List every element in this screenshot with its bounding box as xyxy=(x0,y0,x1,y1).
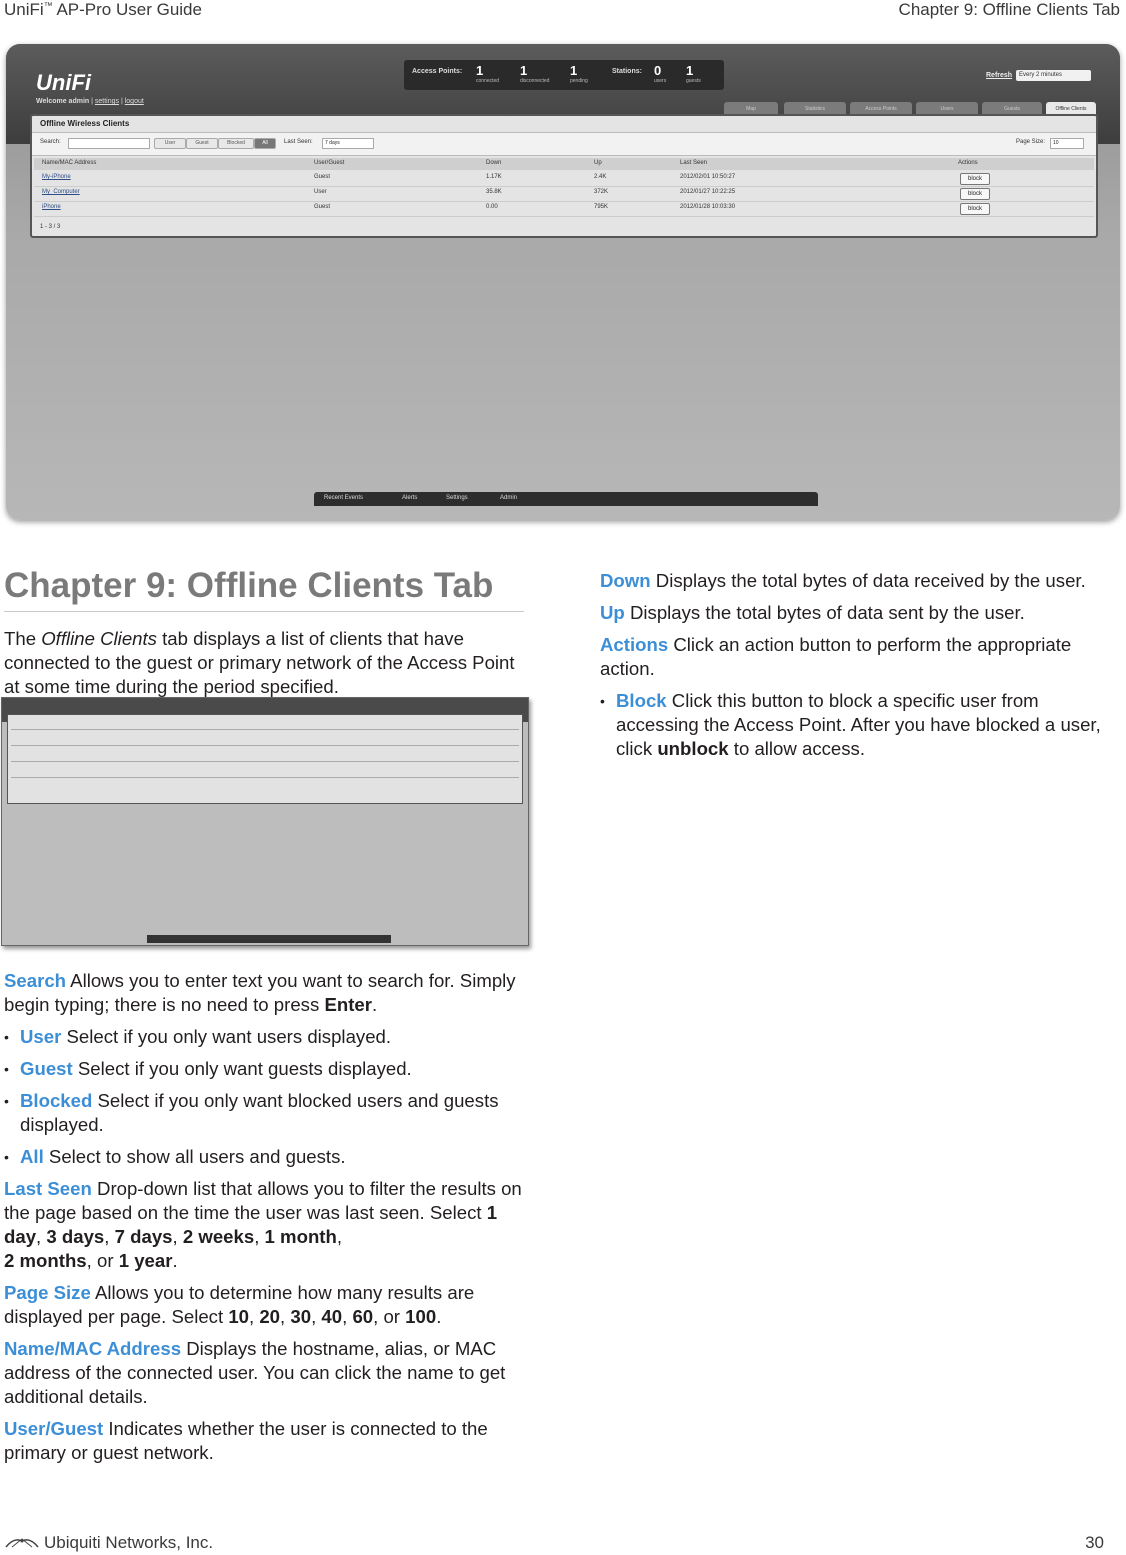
def-bold: unblock xyxy=(657,738,729,759)
running-header-left xyxy=(4,0,202,20)
option: 1 year xyxy=(118,1250,173,1271)
stat-value: 0 xyxy=(654,63,662,78)
bottom-tab-settings[interactable]: Settings xyxy=(446,495,468,501)
stat-ap-connected xyxy=(476,64,499,84)
def-last-seen xyxy=(4,1177,526,1273)
sep: , or xyxy=(86,1250,119,1271)
def-guest xyxy=(4,1057,526,1081)
filter-all-button[interactable]: All xyxy=(254,138,276,149)
stat-label: disconnected xyxy=(520,78,550,84)
bottom-tab-bar xyxy=(314,492,818,506)
sep: , xyxy=(104,1226,115,1247)
client-up: 2.4K xyxy=(594,174,607,180)
stat-users xyxy=(654,64,666,84)
option: 2 months xyxy=(4,1250,87,1271)
def-text: Allows you to determine how many results are displayed per page. Select xyxy=(4,1282,475,1327)
def-text: Select if you only want guests displayed. xyxy=(72,1058,412,1079)
sep: , xyxy=(249,1306,260,1327)
def-text: Select if you only want blocked users and guests displayed. xyxy=(20,1090,499,1135)
sep: , xyxy=(280,1306,291,1327)
sep: , xyxy=(36,1226,47,1247)
client-down: 0.00 xyxy=(486,204,498,210)
header-brand: UniFi xyxy=(4,0,44,19)
def-text: to allow access. xyxy=(728,738,866,759)
option: 40 xyxy=(321,1306,343,1327)
term-page-size: Page Size xyxy=(4,1282,91,1303)
col-actions: Actions xyxy=(958,160,978,166)
block-button[interactable]: block xyxy=(960,173,990,185)
panel-title: Offline Wireless Clients xyxy=(40,119,130,128)
option: 20 xyxy=(259,1306,281,1327)
intro-emphasis: Offline Clients xyxy=(41,628,157,649)
page-size-select[interactable]: 10 xyxy=(1050,138,1084,149)
intro-paragraph xyxy=(4,627,526,707)
def-blocked xyxy=(4,1089,526,1137)
def-text: Displays the hostname, alias, or MAC address of the connected user. You can click the name to get additional details. xyxy=(4,1338,506,1407)
sep: , xyxy=(254,1226,265,1247)
client-last-seen: 2012/01/28 10:03:30 xyxy=(680,204,736,210)
stat-value: 1 xyxy=(570,63,578,78)
welcome-text: Welcome admin | settings | logout xyxy=(36,98,144,105)
client-name-link[interactable]: iPhone xyxy=(42,204,61,210)
chapter-title: Chapter 9: Offline Clients Tab xyxy=(4,566,494,605)
stat-value: 1 xyxy=(476,63,484,78)
offline-clients-screenshot xyxy=(6,44,1120,520)
def-text: Select to show all users and guests. xyxy=(43,1146,346,1167)
page-size-label: Page Size: xyxy=(1016,139,1046,145)
def-bold: Enter xyxy=(324,994,372,1015)
term-actions: Actions xyxy=(600,634,669,655)
sep: , xyxy=(172,1226,183,1247)
client-up: 795K xyxy=(594,204,609,210)
def-user-guest xyxy=(4,1417,526,1465)
ubiquiti-logo-icon xyxy=(4,1535,40,1549)
term-name-mac: Name/MAC Address xyxy=(4,1338,182,1359)
def-text: Displays the total bytes of data sent by the user. xyxy=(624,602,1025,623)
def-user xyxy=(4,1025,526,1049)
def-name-mac xyxy=(4,1337,526,1409)
sep: , xyxy=(336,1226,343,1247)
col-down[interactable]: Down xyxy=(486,160,502,166)
def-text: Click this button to block a specific user from accessing the Access Point. After you have blocked a user, click xyxy=(616,690,1101,759)
option: 30 xyxy=(290,1306,312,1327)
trademark: ™ xyxy=(43,0,53,11)
sep: . xyxy=(436,1306,442,1327)
divider xyxy=(11,761,519,762)
term-search: Search xyxy=(4,970,67,991)
def-text: . xyxy=(371,994,378,1015)
term-blocked: Blocked xyxy=(20,1090,93,1111)
block-button[interactable]: block xyxy=(960,203,990,215)
stations-label: Stations: xyxy=(612,68,642,75)
client-type: Guest xyxy=(314,174,331,180)
tab-users[interactable]: Users xyxy=(916,102,978,116)
def-text: Select if you only want users displayed. xyxy=(61,1026,392,1047)
col-user-guest[interactable]: User/Guest xyxy=(314,160,345,166)
title-rule xyxy=(4,611,524,612)
tab-statistics[interactable]: Statistics xyxy=(784,102,846,116)
option: 7 days xyxy=(114,1226,173,1247)
client-type: User xyxy=(314,189,327,195)
col-name[interactable]: Name/MAC Address xyxy=(42,160,97,166)
term-block: Block xyxy=(616,690,667,711)
sep: , xyxy=(311,1306,322,1327)
refresh-select[interactable]: Every 2 minutes xyxy=(1016,70,1091,81)
offline-clients-panel xyxy=(30,114,1098,238)
bottom-tab-admin[interactable]: Admin xyxy=(500,495,518,501)
client-down: 1.17K xyxy=(486,174,502,180)
thumbnail-bottom-bar xyxy=(147,935,391,943)
page-number: 30 xyxy=(1085,1533,1104,1552)
def-actions xyxy=(600,633,1110,681)
option: 100 xyxy=(405,1306,437,1327)
def-page-size xyxy=(4,1281,526,1329)
def-text: Drop-down list that allows you to filter the results on the page based on the time the user was last seen. Select xyxy=(4,1178,522,1223)
offline-clients-thumbnail xyxy=(1,697,529,946)
block-button[interactable]: block xyxy=(960,188,990,200)
running-header-right: Chapter 9: Offline Clients Tab xyxy=(898,0,1120,19)
tab-guests[interactable]: Guests xyxy=(982,102,1042,116)
pager: 1 - 3 / 3 xyxy=(40,224,61,230)
client-name-link[interactable]: My_Computer xyxy=(42,189,80,195)
term-last-seen: Last Seen xyxy=(4,1178,92,1199)
filter-toolbar xyxy=(32,132,1096,156)
tab-offline-clients[interactable]: Offline Clients xyxy=(1046,102,1096,116)
option: 1 day xyxy=(4,1202,498,1247)
stat-guests xyxy=(686,64,701,84)
stat-value: 1 xyxy=(686,63,694,78)
divider xyxy=(11,745,519,746)
term-guest: Guest xyxy=(20,1058,73,1079)
settings-link[interactable]: settings xyxy=(94,98,120,105)
table-row xyxy=(34,172,1094,187)
left-definitions xyxy=(4,969,526,1473)
stat-ap-pending xyxy=(570,64,588,84)
def-text: Allows you to enter text you want to search for. Simply begin typing; there is no need to press xyxy=(4,970,516,1015)
def-text: Indicates whether the user is connected to the primary or guest network. xyxy=(4,1418,488,1463)
thumbnail-panel xyxy=(7,714,523,804)
bottom-tab-alerts[interactable]: Alerts xyxy=(402,495,418,501)
bottom-tab-recent-events[interactable]: Recent Events xyxy=(324,495,364,501)
logout-link[interactable]: logout xyxy=(124,98,144,105)
search-input[interactable] xyxy=(68,138,150,149)
def-text: Displays the total bytes of data received by the user. xyxy=(650,570,1086,591)
option: 60 xyxy=(352,1306,374,1327)
tab-access-points[interactable]: Access Points xyxy=(850,102,912,116)
def-up xyxy=(600,601,1110,625)
stats-bar xyxy=(404,60,724,90)
unifi-logo: UniFi xyxy=(36,70,91,95)
option: 2 weeks xyxy=(182,1226,255,1247)
client-type: Guest xyxy=(314,204,331,210)
sep: , xyxy=(342,1306,353,1327)
table-header xyxy=(34,158,1094,170)
filter-blocked-button[interactable]: Blocked xyxy=(218,138,254,149)
welcome-user: Welcome admin xyxy=(36,98,90,105)
stat-ap-disconnected xyxy=(520,64,549,84)
access-points-label: Access Points: xyxy=(412,68,463,75)
divider xyxy=(11,729,519,730)
term-up: Up xyxy=(600,602,625,623)
intro-text: The xyxy=(4,628,42,649)
stat-label: connected xyxy=(476,78,500,84)
option: 1 month xyxy=(264,1226,337,1247)
col-up[interactable]: Up xyxy=(594,160,602,166)
table-row xyxy=(34,187,1094,202)
term-user: User xyxy=(20,1026,62,1047)
def-all xyxy=(4,1145,526,1169)
client-last-seen: 2012/02/01 10:50:27 xyxy=(680,174,736,180)
client-name-link[interactable]: My-iPhone xyxy=(42,174,71,180)
search-label: Search: xyxy=(40,139,61,145)
def-down xyxy=(600,569,1110,593)
filter-guest-button[interactable]: Guest xyxy=(186,138,218,149)
intro-text: tab displays a list of clients that have connected to the guest or primary network of the Access Point at some time during the period specified. xyxy=(4,628,515,697)
option: 10 xyxy=(228,1306,249,1327)
right-definitions xyxy=(600,569,1110,769)
client-down: 35.8K xyxy=(486,189,502,195)
last-seen-select[interactable]: 7 days xyxy=(322,138,374,149)
client-last-seen: 2012/01/27 10:22:25 xyxy=(680,189,736,195)
client-up: 372K xyxy=(594,189,609,195)
stat-label: users xyxy=(654,78,667,84)
option: 3 days xyxy=(46,1226,105,1247)
def-text: Click an action button to perform the appropriate action. xyxy=(600,634,1072,679)
term-down: Down xyxy=(600,570,651,591)
stat-label: guests xyxy=(686,78,701,84)
stat-label: pending xyxy=(570,78,588,84)
tab-map[interactable]: Map xyxy=(724,102,778,116)
def-search xyxy=(4,969,526,1017)
term-user-guest: User/Guest xyxy=(4,1418,104,1439)
term-all: All xyxy=(20,1146,44,1167)
footer-company: Ubiquiti Networks, Inc. xyxy=(44,1533,214,1552)
def-block xyxy=(600,689,1110,761)
divider xyxy=(11,777,519,778)
stat-value: 1 xyxy=(520,63,528,78)
table-row xyxy=(34,202,1094,217)
last-seen-label: Last Seen: xyxy=(284,139,313,145)
col-last-seen[interactable]: Last Seen xyxy=(680,160,708,166)
sep: . xyxy=(172,1250,178,1271)
refresh-link[interactable]: Refresh xyxy=(986,72,1013,79)
header-guide-title: AP-Pro User Guide xyxy=(52,0,202,19)
filter-user-button[interactable]: User xyxy=(154,138,186,149)
sep: , or xyxy=(373,1306,406,1327)
